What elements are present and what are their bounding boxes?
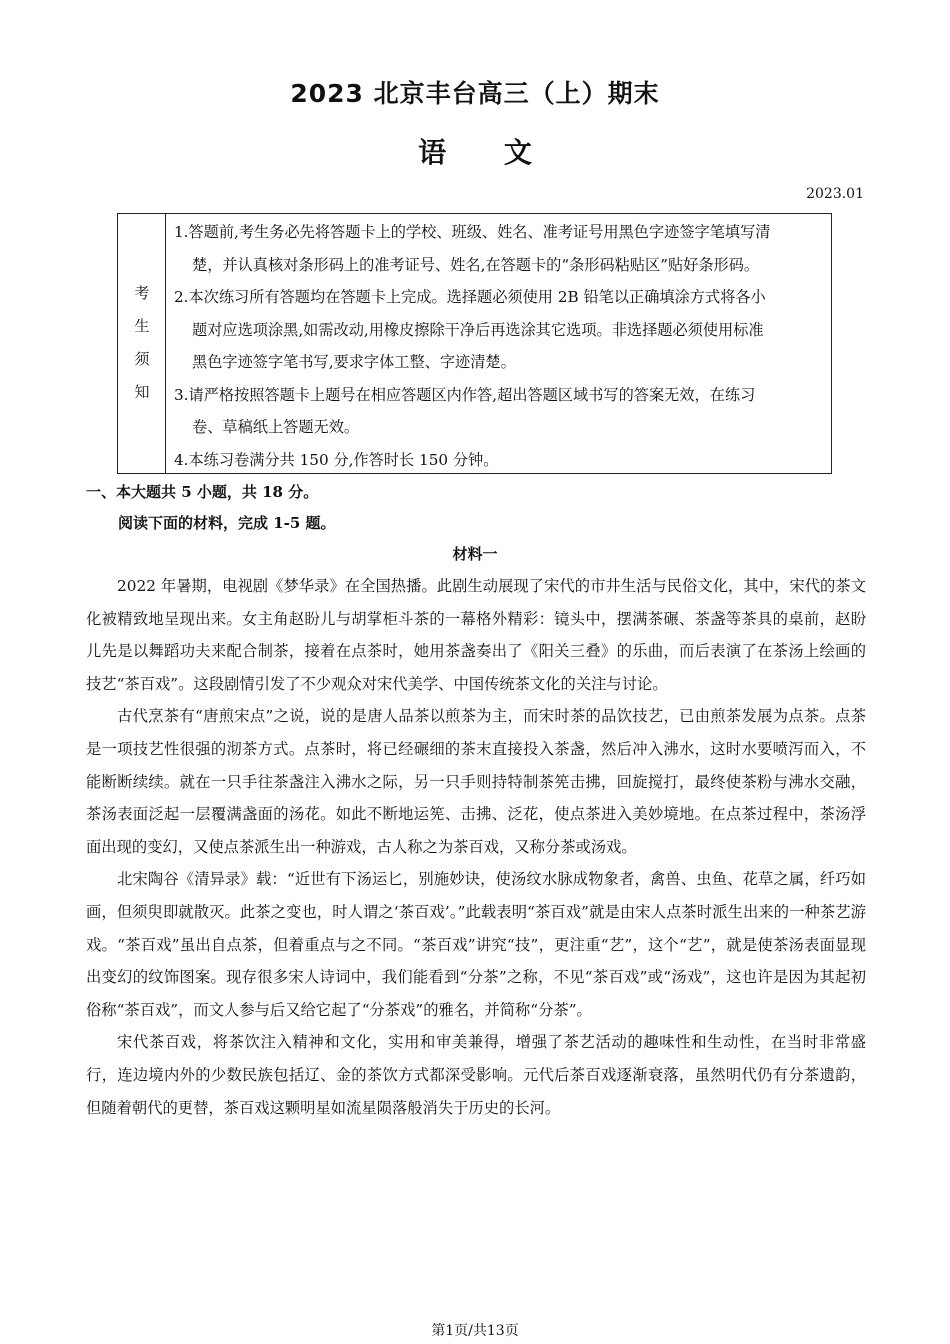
notice-item: 1.答题前,考生务必先将答题卡上的学校、班级、姓名、准考证号用黑色字迹签字笔填写清 楚，并认真核对条形码上的准考证号、姓名,在答题卡的“条形码粘贴区”贴好条形码。 [174, 223, 771, 274]
paragraph: 古代烹茶有“唐煎宋点”之说，说的是唐人品茶以煎茶为主，而宋时茶的品饮技艺，已由煎茶发展为点茶。点茶是一项技艺性很强的沏茶方式。点茶时，将已经碾细的茶末直接投入茶盏，然后冲入沸水，这时水要喷泻而入，不能断断续续。就在一只手往茶盏注入沸水之际，另一只手则持特制茶筅击拂，回旋搅打，最终使茶粉与沸水交融，茶汤表面泛起一层覆满盏面的汤花。如此不断地运筅、击拂、泛花，使点茶进入美妙境地。在点茶过程中，茶汤浮面出现的变幻，又使点茶派生出一种游戏，古人称之为茶百戏，又称分茶或汤戏。 [86, 707, 866, 856]
notice-label-char: 知 [134, 383, 150, 401]
notice-label-char: 生 [134, 317, 150, 335]
paragraph: 宋代茶百戏，将茶饮注入精神和文化，实用和审美兼得，增强了茶艺活动的趣味性和生动性，在当时非常盛行，连边境内外的少数民族包括辽、金的茶饮方式都深受影响。元代后茶百戏逐渐衰落，虽然明代仍有分茶遗韵，但随着朝代的更替，茶百戏这颗明星如流星陨落般消失于历史的长河。 [86, 1033, 866, 1117]
paragraph: 北宋陶谷《清异录》载：“近世有下汤运匕，别施妙诀，使汤纹水脉成物象者，禽兽、虫鱼、花草之属，纤巧如画，但须臾即就散灭。此茶之变也，时人谓之‘茶百戏’。”此载表明“茶百戏”就是由宋人点茶时派生出来的一种茶艺游戏。“茶百戏”虽出自点茶，但着重点与之不同。“茶百戏”讲究“技”，更注重“艺”，这个“艺”，就是使茶汤表面显现出变幻的纹饰图案。现存很多宋人诗词中，我们能看到“分茶”之称，不见“茶百戏”或“汤戏”，这也许是因为其起初俗称“茶百戏”，而文人参与后又给它起了“分茶戏”的雅名，并简称“分茶”。 [86, 870, 866, 1019]
material-body [86, 570, 866, 1124]
reading-instruction: 阅读下面的材料，完成 1-5 题。 [118, 514, 336, 532]
paragraph: 2022 年暑期，电视剧《梦华录》在全国热播。此剧生动展现了宋代的市井生活与民俗文化，其中，宋代的茶文化被精致地呈现出来。女主角赵盼儿与胡掌柜斗茶的一幕格外精彩：镜头中，摆满茶碾、茶盏等茶具的桌前，赵盼儿先是以舞蹈功夫来配合制茶，接着在点茶时，她用茶盏奏出了《阳关三叠》的乐曲，而后表演了在茶汤上绘画的技艺“茶百戏”。这段剧情引发了不少观众对宋代美学、中国传统茶文化的关注与讨论。 [86, 577, 866, 693]
notice-label [118, 214, 166, 473]
subject-title: 语 文 [418, 136, 532, 169]
notice-label-char: 须 [134, 350, 150, 368]
notice-item: 4.本练习卷满分共 150 分,作答时长 150 分钟。 [174, 450, 499, 469]
notice-item: 2.本次练习所有答题均在答题卡上完成。选择题必须使用 2B 铅笔以正确填涂方式将各小 题对应选项涂黑,如需改动,用橡皮擦除干净后再选涂其它选项。非选择题必须使用标准 黑色字迹签字笔书写,要求字体工整、字迹清楚。 [174, 288, 766, 371]
notice-label-char: 考 [134, 284, 150, 302]
page-footer: 第1页/共13页 [431, 1323, 519, 1339]
exam-date: 2023.01 [806, 186, 864, 202]
notice-item: 3.请严格按照答题卡上题号在相应答题区内作答,超出答题区域书写的答案无效，在练习 卷、草稿纸上答题无效。 [174, 385, 756, 436]
section-heading: 一、本大题共 5 小题，共 18 分。 [86, 483, 319, 501]
candidate-notice-box [117, 213, 832, 474]
notice-items [174, 216, 828, 476]
exam-title: 2023 北京丰台高三（上）期末 [290, 79, 660, 108]
material-title: 材料一 [452, 545, 498, 563]
